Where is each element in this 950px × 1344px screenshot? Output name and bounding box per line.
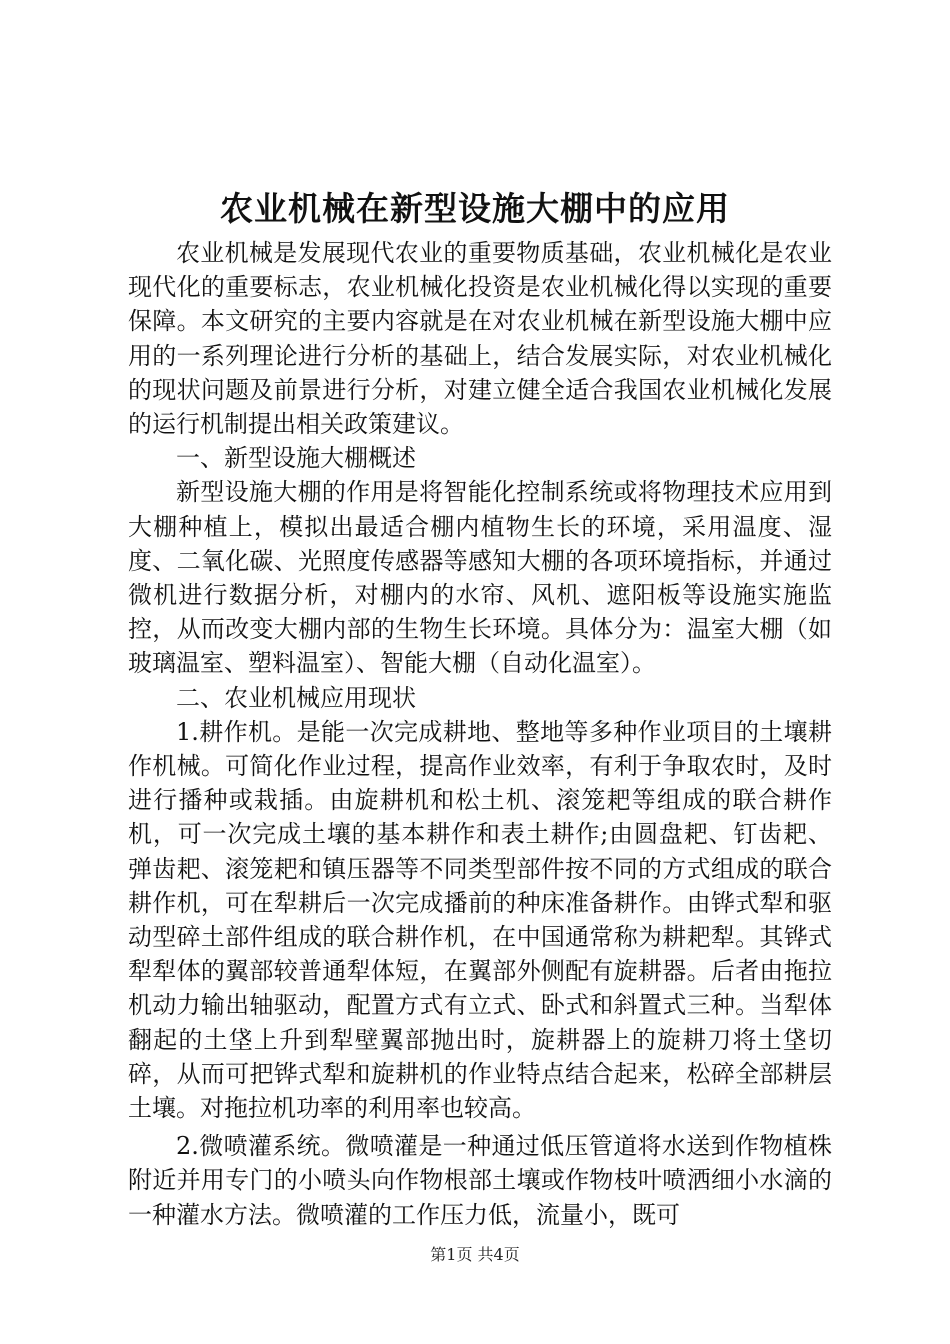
- page-footer: 第1页 共4页: [430, 1245, 520, 1264]
- page-title: 农业机械在新型设施大棚中的应用: [220, 189, 730, 228]
- section-heading-2: 二、农业机械应用现状: [176, 683, 416, 712]
- micro-sprinkler-paragraph: 2.微喷灌系统。微喷灌是一种通过低压管道将水送到作物植株附近并用专门的小喷头向作物根部土壤或作物枝叶喷洒细小水滴的一种灌水方法。微喷灌的工作压力低，流量小，既可: [128, 1132, 832, 1229]
- section-1-paragraph: 新型设施大棚的作用是将智能化控制系统或将物理技术应用到大棚种植上，模拟出最适合棚内植物生长的环境，采用温度、湿度、二氧化碳、光照度传感器等感知大棚的各项环境指标，并通过微机进行数据分析，对棚内的水帘、风机、遮阳板等设施实施监控，从而改变大棚内部的生物生长环境。具体分为：温室大棚（如玻璃温室、塑料温室）、智能大棚（自动化温室）。: [128, 478, 832, 678]
- section-heading-1: 一、新型设施大棚概述: [176, 444, 416, 473]
- tillage-machine-paragraph: 1.耕作机。是能一次完成耕地、整地等多种作业项目的土壤耕作机械。可简化作业过程，提高作业效率，有利于争取农时，及时进行播种或栽插。由旋耕机和松土机、滚笼耙等组成的联合耕作机，可一次完成土壤的基本耕作和表土耕作;由圆盘耙、钉齿耙、弹齿耙、滚笼耙和镇压器等不同类型部件按不同的方式组成的联合耕作机，可在犁耕后一次完成播前的种床准备耕作。由铧式犁和驱动型碎土部件组成的联合耕作机，在中国通常称为耕耙犁。其铧式犁犁体的翼部较普通犁体短，在翼部外侧配有旋耕器。后者由拖拉机动力输出轴驱动，配置方式有立式、卧式和斜置式三种。当犁体翻起的土垡上升到犁壁翼部抛出时，旋耕器上的旋耕刀将土垡切碎，从而可把铧式犁和旋耕机的作业特点结合起来，松碎全部耕层土壤。对拖拉机功率的利用率也较高。: [128, 717, 832, 1123]
- intro-paragraph: 农业机械是发展现代农业的重要物质基础，农业机械化是农业现代化的重要标志，农业机械化投资是农业机械化得以实现的重要保障。本文研究的主要内容就是在对农业机械在新型设施大棚中应用的一系列理论进行分析的基础上，结合发展实际，对农业机械化的现状问题及前景进行分析，对建立健全适合我国农业机械化发展的运行机制提出相关政策建议。: [128, 239, 832, 439]
- document-body: [128, 236, 832, 1232]
